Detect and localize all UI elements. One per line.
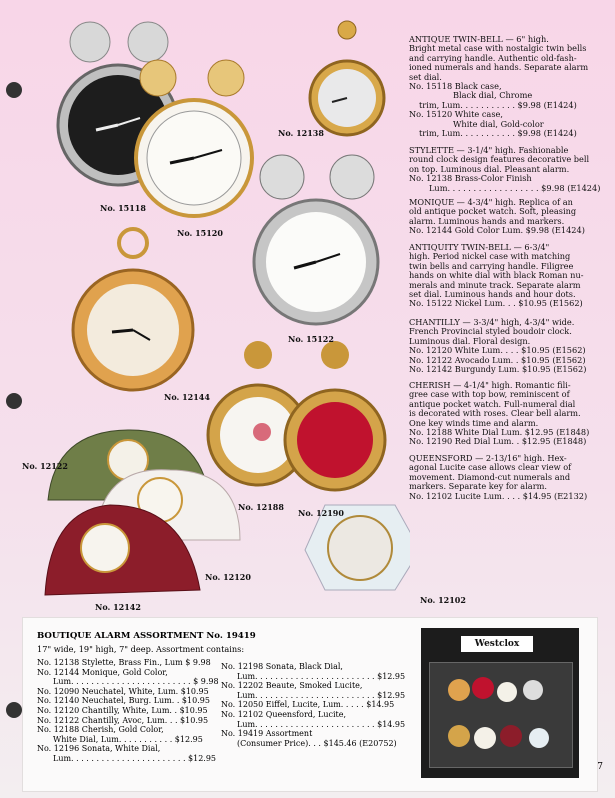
clock-15122-image xyxy=(254,155,378,324)
desc-queensford: QUEENSFORD — 2-13/16" high. Hex- agonal Lucite case allows clear view of movement. Diamond-cut numerals and markers. Separate key for alarm. No. 12102 Lucite Lum. . . . $14.95 (E2132) xyxy=(409,453,588,501)
clock-15120-image xyxy=(136,60,252,216)
label-15122: No. 15122 xyxy=(288,334,334,344)
label-12122: No. 12122 xyxy=(22,461,68,471)
desc-cherish: CHERISH — 4-1/4" high. Romantic fili- gree case with top bow, reminiscent of antique pocket watch. Full-numeral dial is decorated with roses. Clear bell alarm. One key winds time and alarm. No. 12188 White Dial Lum. $12.95 (E1848) No. 12190 Red Dial Lum. . $12.95 (E1848) xyxy=(409,380,590,447)
desc-monique: MONIQUE — 4-3/4" high. Replica of an old antique pocket watch. Soft, pleasing alarm. Luminous hands and markers. No. 12144 Gold Color Lum. $9.98 (E1424) xyxy=(409,197,585,236)
label-12120: No. 12120 xyxy=(205,572,251,582)
desc-stylette: STYLETTE — 3-1/4" high. Fashionable round clock design features decorative bell on top. Luminous dial. Pleasant alarm. No. 12138 Brass-Color Finish Lum. . . . . . . . . . . . . . . . . . $9.98 (E1424) xyxy=(409,145,601,193)
assortment-left-list: No. 12138 Stylette, Brass Fin., Lum $ 9.98 No. 12144 Monique, Gold Color, Lum. . . . . . . . . . . . . . . . . . . . . . . . $ 9.98 No. 12090 Neuchatel, White, Lum. $10.95 No. 12140 Neuchatel, Burg. Lum. . $10.95 No. 12120 Chantilly, White, Lum. . $10.95 No. 12122 Chantilly, Avoc, Lum. . . $10.95 No. 12188 Cherish, Gold Color, White Dial, Lum. . . . . . . . . . . $12.95 No. 12196 Sonata, White Dial, Lum. . . . . . . . . . . . . . . . . . . . . . . $12.95 xyxy=(37,658,219,763)
display-clocks xyxy=(421,628,579,778)
desc-antiquity-twin-bell: ANTIQUITY TWIN-BELL — 6-3/4" high. Period nickel case with matching twin bells and carrying handle. Filigree hands on white dial with black Roman nu- merals and minute track. Separate alarm set dial. Luminous hands and hour dots. No. 15122 Nickel Lum. . . $10.95 (E1562) xyxy=(409,242,584,309)
desc-antique-twin-bell: ANTIQUE TWIN-BELL — 6" high. Bright metal case with nostalgic twin bells and carrying handle. Authentic old-fash- ioned numerals and hands. Separate alarm set dial. No. 15118 Black case, Black dial, Chrome trim, Lum. . . . . . . . . . . $9.98 (E1424) No. 15120 White case, White dial, Gold-color trim, Lum. . . . . . . . . . . $9.98 (E1424) xyxy=(409,34,589,139)
label-12142: No. 12142 xyxy=(95,602,141,612)
display-case-image xyxy=(421,628,579,778)
label-15118: No. 15118 xyxy=(100,203,146,213)
clock-12138-image xyxy=(310,21,384,135)
assortment-subtitle: 17" wide, 19" high, 7" deep. Assortment contains: xyxy=(37,644,245,654)
westclox-logo: Westclox xyxy=(461,636,533,652)
label-12138: No. 12138 xyxy=(278,128,324,138)
assortment-right-list: No. 12198 Sonata, Black Dial, Lum. . . . . . . . . . . . . . . . . . . . . . . . $12.95 No. 12202 Beaute, Smoked Lucite, Lum. . . . . . . . . . . . . . . . . . . . . . . . $12.95 No. 12050 Eiffel, Lucite, Lum. . . . . $14.95 No. 12102 Queensford, Lucite, Lum. . . . . . . . . . . . . . . . . . . . . . . . $14.95 No. 19419 Assortment (Consumer Price). . . $145.46 (E20752) xyxy=(221,662,406,748)
assortment-box xyxy=(22,617,598,792)
clock-12144-image xyxy=(73,229,193,390)
assortment-title: BOUTIQUE ALARM ASSORTMENT No. 19419 xyxy=(37,631,256,641)
label-15120: No. 15120 xyxy=(177,228,223,238)
desc-chantilly: CHANTILLY — 3-3/4" high, 4-3/4" wide. French Provincial styled boudoir clock. Luminous dial. Floral design. No. 12120 White Lum. . . . $10.95 (E1562) No. 12122 Avocado Lum. . $10.95 (E1562) No. 12142 Burgundy Lum. $10.95 (E1562) xyxy=(409,317,587,375)
page-number: 7 xyxy=(597,762,603,772)
label-12190: No. 12190 xyxy=(298,508,344,518)
clock-12190-image xyxy=(285,341,385,490)
label-12144: No. 12144 xyxy=(164,392,210,402)
label-12188: No. 12188 xyxy=(238,502,284,512)
label-12102: No. 12102 xyxy=(420,595,466,605)
binder-hole xyxy=(6,702,22,718)
